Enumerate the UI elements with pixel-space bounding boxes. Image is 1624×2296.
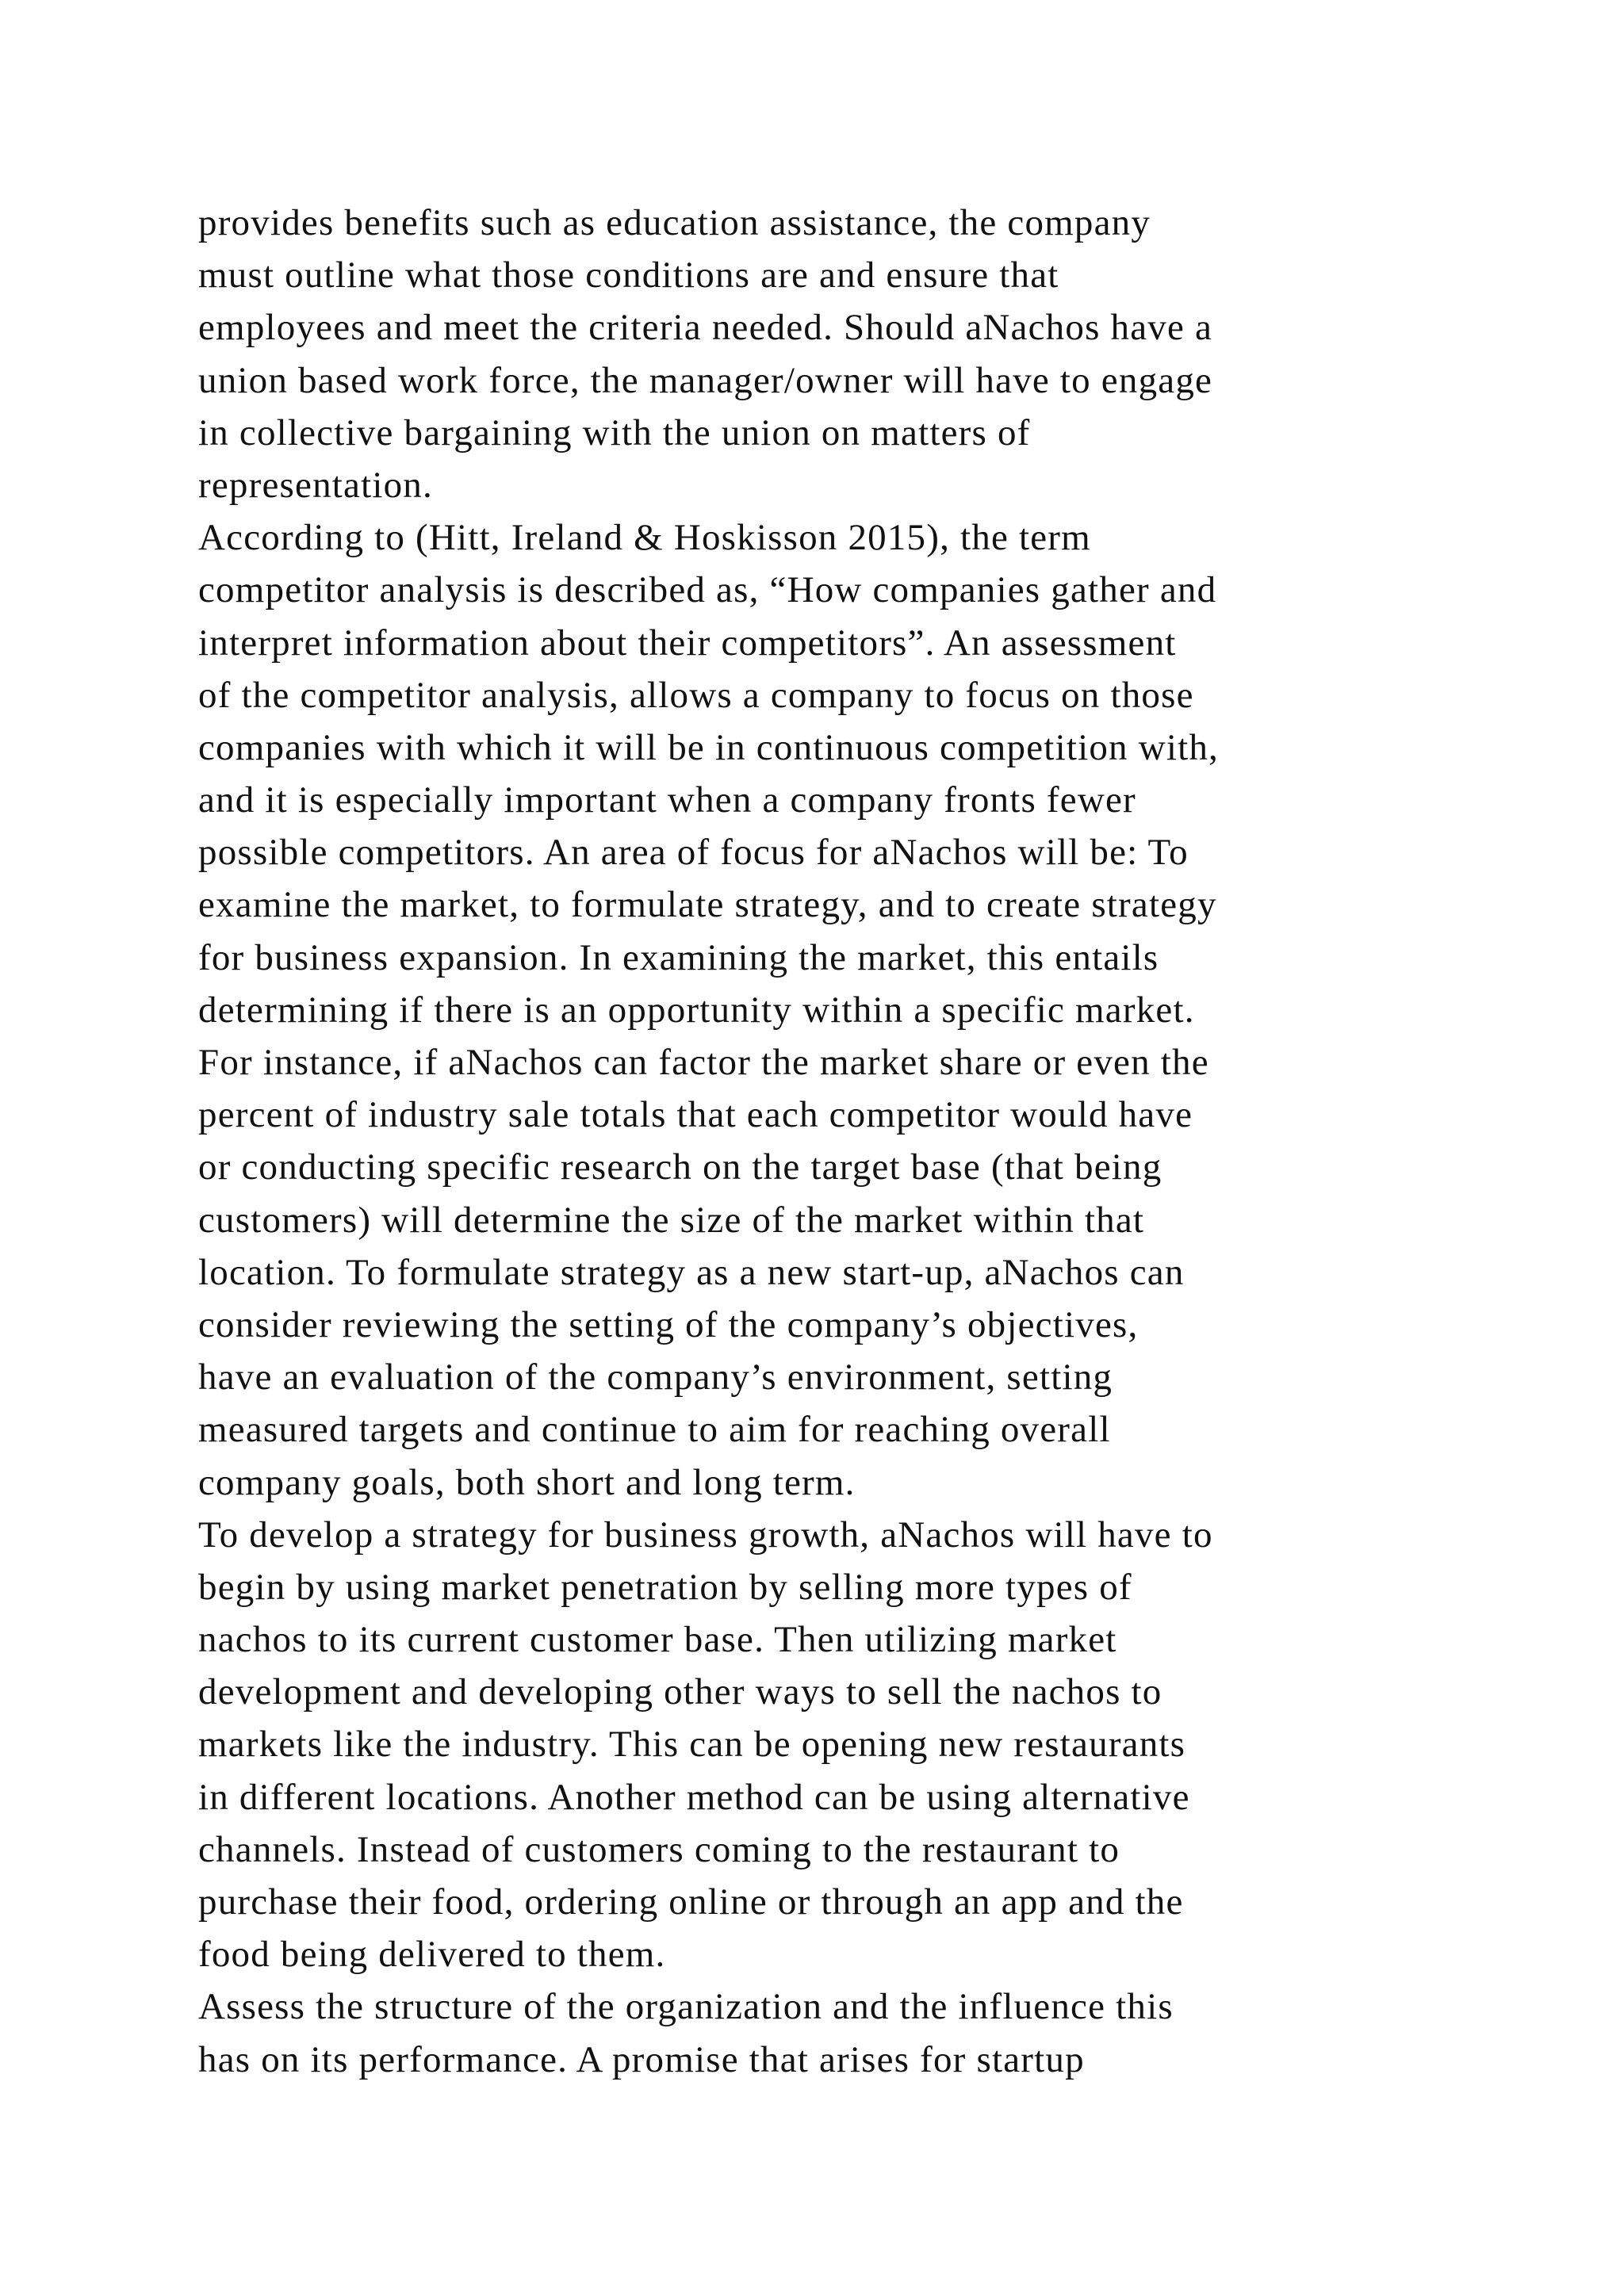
text-line: have an evaluation of the company’s environment, setting bbox=[198, 1357, 1113, 1399]
text-line: employees and meet the criteria needed. Should aNachos have a bbox=[198, 307, 1213, 349]
text-line: for business expansion. In examining the market, this entails bbox=[198, 936, 1159, 978]
text-line: measured targets and continue to aim for reaching overall bbox=[198, 1409, 1111, 1451]
text-line: Assess the structure of the organization and the influence this bbox=[198, 1986, 1174, 2028]
text-line: of the competitor analysis, allows a company to focus on those bbox=[198, 674, 1194, 716]
text-line: interpret information about their competitors”. An assessment bbox=[198, 622, 1177, 664]
text-line: food being delivered to them. bbox=[198, 1934, 666, 1976]
text-line: begin by using market penetration by selling more types of bbox=[198, 1566, 1132, 1608]
text-line: For instance, if aNachos can factor the market share or even the bbox=[198, 1042, 1209, 1083]
text-line: in different locations. Another method can be using alternative bbox=[198, 1776, 1190, 1818]
text-line: and it is especially important when a company fronts fewer bbox=[198, 779, 1136, 821]
text-line: location. To formulate strategy as a new start-up, aNachos can bbox=[198, 1251, 1185, 1293]
text-line: representation. bbox=[198, 464, 433, 506]
text-line: According to (Hitt, Ireland & Hoskisson 2015), the term bbox=[198, 517, 1091, 559]
text-line: has on its performance. A promise that arises for startup bbox=[198, 2038, 1085, 2080]
text-line: must outline what those conditions are and ensure that bbox=[198, 254, 1059, 297]
text-line: competitor analysis is described as, “How companies gather and bbox=[198, 569, 1217, 611]
text-line: or conducting specific research on the target base (that being bbox=[198, 1146, 1162, 1188]
text-line: examine the market, to formulate strategy, and to create strategy bbox=[198, 884, 1217, 926]
text-line: company goals, both short and long term. bbox=[198, 1461, 856, 1503]
text-line: in collective bargaining with the union on matters of bbox=[198, 411, 1031, 453]
text-line: markets like the industry. This can be opening new restaurants bbox=[198, 1724, 1186, 1766]
body-text bbox=[198, 197, 1467, 2086]
text-line: possible competitors. An area of focus for aNachos will be: To bbox=[198, 832, 1189, 874]
text-line: nachos to its current customer base. Then utilizing market bbox=[198, 1619, 1117, 1661]
text-line: channels. Instead of customers coming to the restaurant to bbox=[198, 1828, 1120, 1870]
text-line: To develop a strategy for business growth, aNachos will have to bbox=[198, 1513, 1213, 1556]
text-line: purchase their food, ordering online or through an app and the bbox=[198, 1881, 1184, 1923]
text-line: union based work force, the manager/owner will have to engage bbox=[198, 359, 1213, 401]
text-line: provides benefits such as education assistance, the company bbox=[198, 202, 1151, 243]
text-line: companies with which it will be in continuous competition with, bbox=[198, 726, 1219, 768]
text-line: determining if there is an opportunity within a specific market. bbox=[198, 989, 1195, 1031]
text-line: consider reviewing the setting of the company’s objectives, bbox=[198, 1303, 1139, 1345]
text-line: customers) will determine the size of the market within that bbox=[198, 1199, 1145, 1241]
text-line: development and developing other ways to sell the nachos to bbox=[198, 1671, 1162, 1713]
text-line: percent of industry sale totals that each competitor would have bbox=[198, 1094, 1193, 1136]
